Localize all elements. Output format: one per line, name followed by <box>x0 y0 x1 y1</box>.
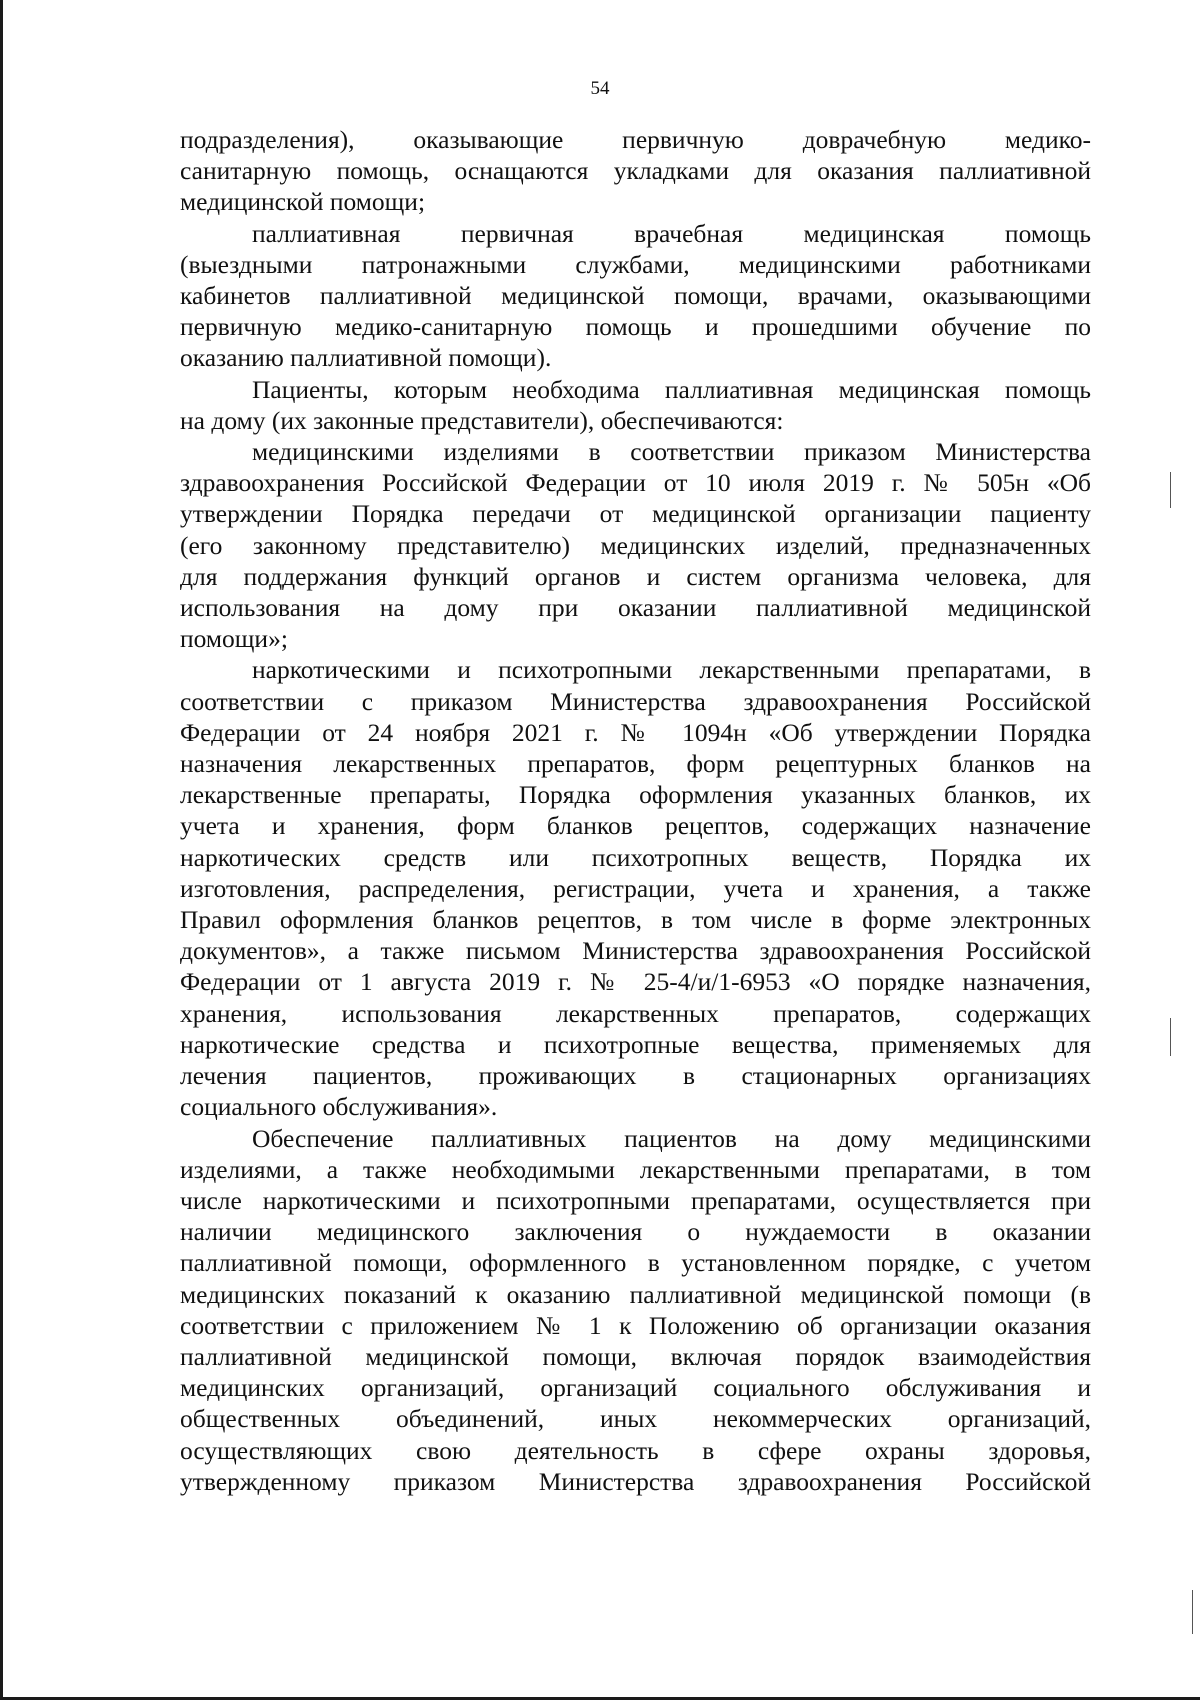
text-line: оказанию паллиативной помощи). <box>180 343 552 373</box>
text-line: социального обслуживания». <box>180 1092 498 1122</box>
text-line: здравоохранения Российской Федерации от 10 июля 2019 г. № 505н «Об <box>180 468 1091 498</box>
page-number: 54 <box>590 78 610 99</box>
text-line: утверждении Порядка передачи от медицинской организации пациенту <box>180 499 1091 529</box>
text-line: осуществляющих свою деятельность в сфере охраны здоровья, <box>180 1435 1091 1465</box>
text-line: лечения пациентов, проживающих в стационарных организациях <box>180 1061 1091 1091</box>
text-line: первичную медико-санитарную помощь и прошедшими обучение по <box>180 312 1091 342</box>
text-line: Федерации от 24 ноября 2021 г. № 1094н «Об утверждении Порядка <box>180 717 1091 747</box>
text-line: Обеспечение паллиативных пациентов на дому медицинскими <box>252 1123 1091 1153</box>
text-line: изделиями, а также необходимыми лекарственными препаратами, в том <box>180 1154 1091 1184</box>
document-body <box>180 124 1091 1497</box>
text-line: медицинских показаний к оказанию паллиативной медицинской помощи (в <box>180 1279 1091 1309</box>
text-line: кабинетов паллиативной медицинской помощи, врачами, оказывающими <box>180 281 1091 311</box>
text-line: паллиативной помощи, оформленного в установленном порядке, с учетом <box>180 1248 1091 1278</box>
text-line: изготовления, распределения, регистрации, учета и хранения, а также <box>180 873 1091 903</box>
text-line: для поддержания функций органов и систем организма человека, для <box>180 561 1091 591</box>
text-line: утвержденному приказом Министерства здравоохранения Российской <box>180 1466 1091 1496</box>
scan-left-edge <box>0 0 3 1700</box>
text-line: медицинской помощи; <box>180 187 426 217</box>
text-line: подразделения), оказывающие первичную доврачебную медико- <box>180 125 1091 154</box>
paragraph <box>180 436 1091 654</box>
text-line: использования на дому при оказании паллиативной медицинской <box>180 593 1091 623</box>
text-line: соответствии с приказом Министерства здравоохранения Российской <box>180 686 1091 716</box>
scan-margin-mark <box>1170 472 1171 508</box>
scan-margin-mark <box>1192 1590 1193 1634</box>
text-line: наркотических средств или психотропных веществ, Порядка их <box>180 842 1091 872</box>
paragraph <box>180 374 1091 436</box>
paragraph <box>180 654 1091 1122</box>
text-line: наркотические средства и психотропные вещества, применяемых для <box>180 1029 1091 1059</box>
text-line: медицинских организаций, организаций социального обслуживания и <box>180 1373 1091 1403</box>
text-line: лекарственные препараты, Порядка оформления указанных бланков, их <box>180 780 1091 810</box>
text-line: Федерации от 1 августа 2019 г. № 25-4/и/1-6953 «О порядке назначения, <box>180 967 1091 997</box>
text-line: (выездными патронажными службами, медицинскими работниками <box>180 249 1091 279</box>
text-line: помощи»; <box>180 624 288 654</box>
text-line: на дому (их законные представители), обеспечиваются: <box>180 405 784 435</box>
text-line: учета и хранения, форм бланков рецептов, содержащих назначение <box>180 811 1091 841</box>
scan-margin-mark <box>1170 1018 1171 1056</box>
paragraph <box>180 124 1091 218</box>
paragraph <box>180 1123 1091 1497</box>
text-line: хранения, использования лекарственных препаратов, содержащих <box>180 998 1091 1028</box>
text-line: наличии медицинского заключения о нуждаемости в оказании <box>180 1217 1091 1247</box>
text-line: документов», а также письмом Министерства здравоохранения Российской <box>180 936 1091 966</box>
text-line: числе наркотическими и психотропными препаратами, осуществляется при <box>180 1185 1091 1215</box>
text-line: паллиативной медицинской помощи, включая порядок взаимодействия <box>180 1341 1091 1371</box>
paragraph <box>180 218 1091 374</box>
text-line: паллиативная первичная врачебная медицинская помощь <box>252 218 1091 248</box>
text-line: Правил оформления бланков рецептов, в том числе в форме электронных <box>180 905 1091 935</box>
text-line: Пациенты, которым необходима паллиативная медицинская помощь <box>252 374 1091 404</box>
text-line: санитарную помощь, оснащаются укладками для оказания паллиативной <box>180 156 1091 186</box>
text-line: общественных объединений, иных некоммерческих организаций, <box>180 1404 1091 1434</box>
text-line: соответствии с приложением № 1 к Положению об организации оказания <box>180 1310 1091 1340</box>
text-line: медицинскими изделиями в соответствии приказом Министерства <box>252 437 1091 467</box>
text-line: (его законному представителю) медицинских изделий, предназначенных <box>180 530 1091 560</box>
text-line: наркотическими и психотропными лекарственными препаратами, в <box>252 655 1091 685</box>
text-line: назначения лекарственных препаратов, форм рецептурных бланков на <box>180 749 1091 779</box>
